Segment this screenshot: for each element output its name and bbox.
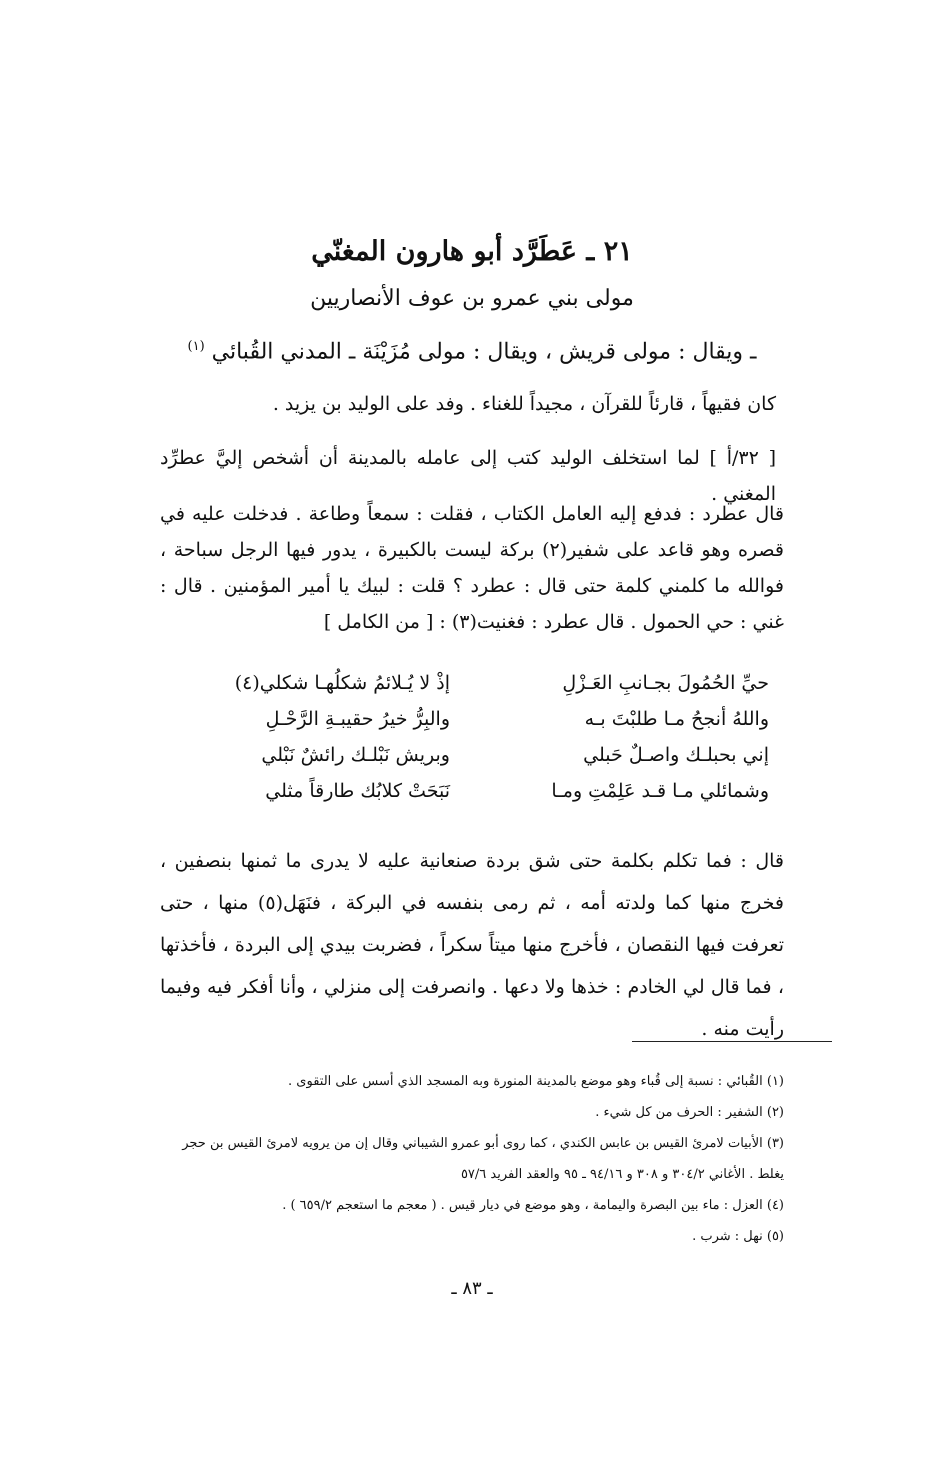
chapter-title: ٢١ ـ عَطَرَّد أبو هارون المغنّي [311, 236, 633, 267]
footnote-1: (١) القُبائي : نسبة إلى قُباء وهو موضع بالمدينة المنورة وبه المسجد الذي أسس على التقوى . [288, 1074, 784, 1089]
footnote-divider [632, 1041, 832, 1042]
footnote-ref-1: (١) [187, 339, 205, 354]
verse-first-hemistich: إني بحبلـك واصـلٌ حَبلي [583, 744, 769, 766]
chapter-subtitle-lineage: مولى بني عمرو بن عوف الأنصاريين [310, 286, 634, 311]
footnote-4: (٤) العزل : ماء بين البصرة واليمامة ، وهو موضع في ديار قيس . ( معجم ما استعجم ٦٥٩/٢ ) . [282, 1198, 784, 1213]
poem-verses [200, 665, 769, 809]
paragraph-intro: كان فقيهاً ، قارئاً للقرآن ، مجيداً للغناء . وفد على الوليد بن يزيد . [272, 393, 776, 415]
verse-row [200, 665, 769, 701]
paragraph-conclusion: قال : فما تكلم بكلمة حتى شق بردة صنعانية عليه لا يدرى ما ثمنها بنصفين ، فخرج منها كما ولدته أمه ، ثم رمى بنفسه في البركة ، فنَهَل(٥) منها ، حتى تعرفت فيها النقصان ، فأخرج منها ميتاً سكراً ، فضربت بيدي إلى البردة ، فأخذتها ، فما قال لي الخادم : خذها ولا دعها . وانصرفت إلى منزلي ، وأنا أفكر فيه وفيما رأيت منه . [160, 850, 785, 1040]
page-number: ـ ٨٣ ـ [451, 1278, 493, 1299]
verse-second-hemistich: إذْ لا يُـلائمُ شكلُهـا شكلي(٤) [234, 672, 450, 694]
verse-second-hemistich: نَبَحَتْ كلابُك طارقاً مثلي [265, 780, 450, 802]
verse-first-hemistich: حيِّ الحُمُولَ بجـانبِ العَـزْلِ [562, 672, 769, 694]
footnotes [160, 1066, 784, 1252]
paragraph-folio: [ ٣٢/أ ] لما استخلف الوليد كتب إلى عامله بالمدينة أن أشخص إليَّ عطرِّد المغني . [160, 447, 777, 505]
verse-row [200, 773, 769, 809]
footnote-2: (٢) الشفير : الحرف من كل شيء . [595, 1105, 784, 1120]
paragraph-narration: قال عطرد : فدفع إليه العامل الكتاب ، فقلت : سمعاً وطاعة . فدخلت عليه في قصره وهو قاعد على شفير(٢) بركة ليست بالكبيرة ، يدور فيها الرجل سباحة ، فوالله ما كلمني كلمة حتى قال : عطرد ؟ قلت : لبيك يا أمير المؤمنين . قال : غني : حي الحمول . قال عطرد : فغنيت(٣) : [ من الكامل ] [160, 503, 784, 633]
verse-row [200, 737, 769, 773]
verse-first-hemistich: وشمائلي مـا قـد عَلِمْتِ ومـا [551, 780, 769, 802]
verse-second-hemistich: والبِرُّ خيرُ حقيبـةِ الرَّحْـلِ [265, 708, 450, 730]
verse-row [200, 701, 769, 737]
verse-second-hemistich: وبريش نَبْلـك رائشٌ نَبْلي [261, 744, 450, 766]
footnote-3: (٣) الأبيات لامرئ القيس بن عابس الكندي ، كما روى أبو عمرو الشيباني وقال إن من يرويه لامرئ القيس بن حجر يغلط . الأغاني ٣٠٤/٢ و ٣٠٨ و ٩٤/١٦ ـ ٩٥ والعقد الفريد ٥٧/٦ [182, 1136, 784, 1182]
chapter-subtitle-affiliation [150, 330, 794, 369]
footnote-5: (٥) نهل : شرب . [692, 1229, 784, 1244]
affiliation-text: ـ ويقال : مولى قريش ، ويقال : مولى مُزَيْنَة ـ المدني القُبائي [211, 339, 757, 365]
verse-first-hemistich: واللهُ أنجحُ مـا طلبْتَ بـه [584, 708, 769, 730]
